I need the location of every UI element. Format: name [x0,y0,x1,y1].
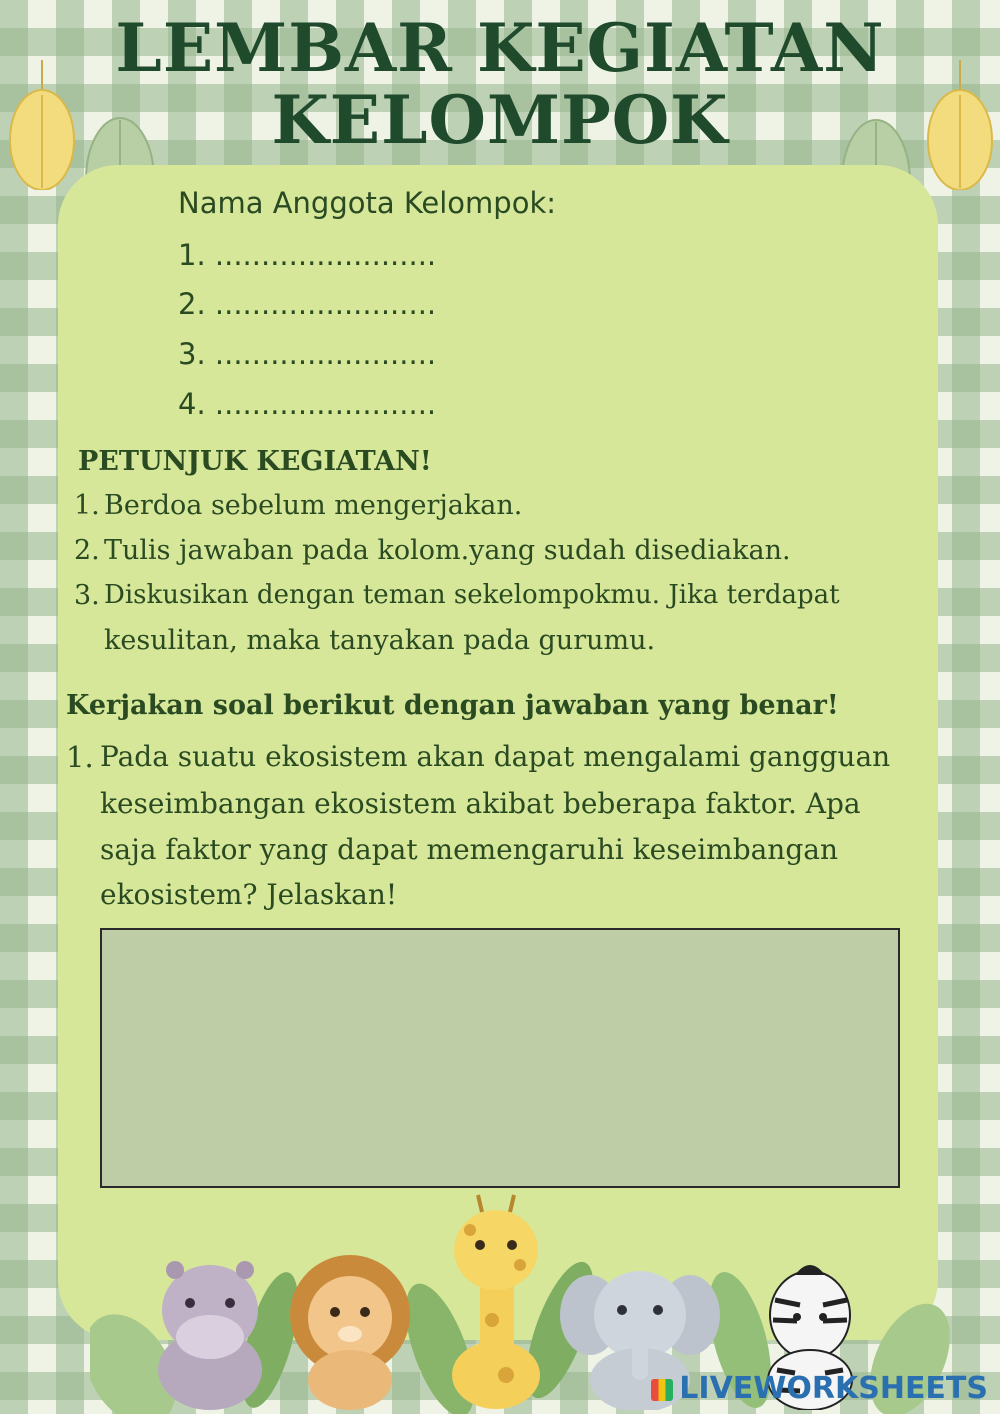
instruction-num-1: 1. [74,490,100,521]
question-line-4: ekosistem? Jelaskan! [100,878,398,911]
yellow-leaf-left-icon [2,60,82,190]
instruction-num-3: 3. [74,580,100,611]
logo-text: LIVEWORKSHEETS [679,1371,988,1406]
member-line-3[interactable]: 3. ........................ [178,337,437,371]
members-label: Nama Anggota Kelompok: [178,186,557,220]
question-number: 1. [66,740,94,774]
liveworksheets-logo-icon [651,1379,673,1401]
instruction-text-3-cont: kesulitan, maka tanyakan pada gurumu. [104,625,656,656]
giraffe-icon [430,1190,560,1410]
hippo-icon [145,1255,275,1410]
yellow-leaf-right-icon [920,60,1000,190]
task-heading: Kerjakan soal berikut dengan jawaban yang benar! [66,690,839,721]
question-line-2: keseimbangan ekosistem akibat beberapa faktor. Apa [100,787,861,820]
instructions-heading: PETUNJUK KEGIATAN! [78,446,432,477]
member-line-2[interactable]: 2. ........................ [178,287,437,321]
question-line-1: Pada suatu ekosistem akan dapat mengalami gangguan [100,740,891,773]
instruction-text-1: Berdoa sebelum mengerjakan. [104,490,523,521]
question-line-3: saja faktor yang dapat memengaruhi keseimbangan [100,833,838,866]
instruction-text-3: Diskusikan dengan teman sekelompokmu. Jika terdapat [104,580,840,610]
instruction-num-2: 2. [74,535,100,566]
answer-textbox[interactable] [100,928,900,1188]
liveworksheets-logo[interactable] [651,1371,988,1406]
worksheet-title-line-2: KELOMPOK [271,81,729,159]
lion-icon [280,1250,420,1410]
worksheet-title-line-1: LEMBAR KEGIATAN [115,9,885,87]
instruction-text-2: Tulis jawaban pada kolom.yang sudah disediakan. [104,535,791,566]
member-line-4[interactable]: 4. ........................ [178,387,437,421]
member-line-1[interactable]: 1. ........................ [178,238,437,272]
